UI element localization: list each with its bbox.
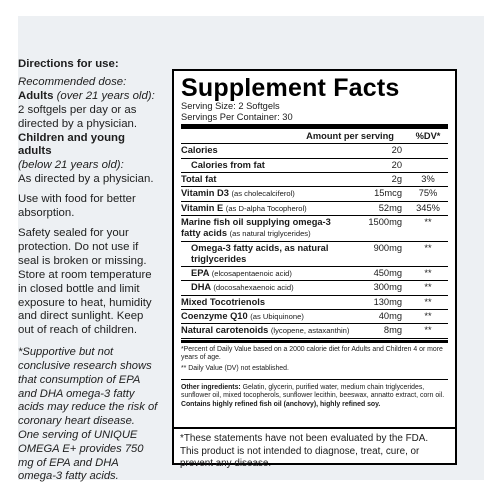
nutrient-amount: 130mg: [373, 296, 402, 307]
nutrient-source: (docosahexaenoic acid): [213, 283, 294, 293]
header-amount: Amount per serving: [306, 131, 394, 142]
adults-dose: 2 softgels per day or as directed by a physician.: [18, 103, 138, 130]
directions-column: [18, 58, 158, 484]
footnote-not-established: ** Daily Value (DV) not established.: [181, 365, 289, 373]
nutrient-name: Vitamin E (as D-alpha Tocopherol): [181, 202, 307, 213]
nutrient-amount: 450mg: [373, 268, 402, 279]
other-ingredients-text: Gelatin, glycerin, purified water, medium chain triglycerides, sunflower oil, mixed tocopherols, sunflower lecithin, beeswax, annatto extract, corn oil.: [181, 383, 445, 400]
nutrient-name: DHA (docosahexaenoic acid): [191, 282, 294, 293]
nutrient-name: Omega-3 fatty acids, as natural triglycerides: [191, 242, 329, 264]
nutrient-dv: **: [424, 216, 432, 227]
nutrient-dv: **: [424, 268, 432, 279]
nutrient-dv: 75%: [418, 188, 438, 199]
nutrient-dv: **: [424, 282, 432, 293]
supplement-facts-panel: [172, 69, 457, 435]
nutrient-dv: **: [424, 296, 432, 307]
nutrient-row: [181, 159, 448, 173]
nutrient-row: [181, 216, 448, 242]
nutrient-source: (as D-alpha Tocopherol): [225, 203, 307, 213]
facts-header-row: [181, 130, 448, 144]
nutrient-name: Natural carotenoids (lycopene, astaxanthin): [181, 325, 350, 336]
other-ingredients-label: Other ingredients:: [181, 383, 241, 391]
nutrient-amount: 900mg: [373, 242, 402, 253]
medium-divider: [181, 340, 448, 343]
nutrient-row: [181, 187, 448, 201]
nutrient-row: [181, 173, 448, 187]
facts-rows: [181, 144, 448, 338]
nutrient-amount: 2g: [391, 174, 402, 185]
nutrient-source: (lycopene, astaxanthin): [270, 326, 350, 336]
nutrient-source: (elcosapentaenoic acid): [211, 269, 292, 279]
nutrient-amount: 8mg: [383, 325, 402, 336]
nutrient-dv: 3%: [421, 174, 435, 185]
safety-instruction: Safety sealed for your protection. Do not use if seal is broken or missing. Store at room temperature in closed bottle and limit exposure to heat, humidity and direct sunlight. Keep out of reach of children.: [18, 226, 152, 337]
nutrient-source: (as Ubiquinone): [250, 312, 304, 322]
servings-per-container: Servings Per Container: 30: [181, 111, 293, 122]
nutrient-source: (as natural triglycerides): [229, 229, 311, 239]
nutrient-name: Total fat: [181, 174, 217, 185]
nutrient-row: [181, 202, 448, 216]
nutrient-name: Mixed Tocotrienols: [181, 296, 266, 307]
nutrient-dv: **: [424, 311, 432, 322]
fda-disclaimer-box: [172, 427, 457, 469]
nutrient-amount: 20: [391, 159, 402, 170]
nutrient-row: [181, 324, 448, 338]
food-instruction: Use with food for better absorption.: [18, 193, 136, 220]
health-claim-note: *Supportive but not conclusive research shows that consumption of EPA and DHA omega-3 fatty acids may reduce the risk of coronary heart disease. One serving of UNIQUE OMEGA E+ provides 750 mg of EPA and DHA omega-3 fatty acids.: [18, 346, 158, 483]
facts-title: Supplement Facts: [181, 74, 400, 102]
adults-line: [18, 90, 158, 104]
nutrient-name: Calories from fat: [191, 159, 265, 170]
header-dv: %DV*: [415, 131, 441, 142]
children-dose: As directed by a physician.: [18, 173, 154, 186]
nutrient-name: Vitamin D3 (as cholecalciferol): [181, 188, 295, 199]
children-label: Children and young adults: [18, 131, 125, 158]
nutrient-row: [181, 281, 448, 295]
serving-size: Serving Size: 2 Softgels: [181, 101, 280, 111]
nutrient-amount: 15mcg: [374, 188, 402, 199]
nutrient-dv: 345%: [416, 202, 440, 213]
nutrient-amount: 20: [391, 145, 402, 156]
nutrient-source: (as cholecalciferol): [231, 189, 295, 199]
nutrient-amount: 52mg: [378, 202, 402, 213]
nutrient-name: Marine fish oil supplying omega-3 fatty acids (as natural triglycerides): [181, 216, 331, 239]
recommended-dose-label: Recommended dose:: [18, 75, 127, 88]
nutrient-name: Coenzyme Q10 (as Ubiquinone): [181, 311, 304, 322]
children-age: (below 21 years old):: [18, 159, 124, 172]
nutrient-amount: 1500mg: [368, 216, 402, 227]
nutrient-dv: **: [424, 242, 432, 253]
nutrient-amount: 40mg: [378, 311, 402, 322]
footnote-dv: *Percent of Daily Value based on a 2000 calorie diet for Adults and Children 4 or more years of age.: [181, 345, 443, 362]
nutrient-name: Calories: [181, 145, 218, 156]
nutrient-row: [181, 144, 448, 158]
directions-heading: Directions for use:: [18, 58, 119, 70]
nutrient-row: [181, 267, 448, 281]
adults-label: Adults: [18, 89, 54, 102]
allergen-statement: Contains highly refined fish oil (anchovy), highly refined soy.: [181, 400, 381, 408]
other-ingredients: [181, 379, 448, 409]
nutrient-dv: **: [424, 325, 432, 336]
nutrient-name: EPA (elcosapentaenoic acid): [191, 268, 292, 279]
fda-disclaimer-text: *These statements have not been evaluated by the FDA. This product is not intended to diagnose, treat, cure, or prevent any disease.: [180, 433, 429, 469]
thick-divider: [181, 124, 448, 129]
nutrient-amount: 300mg: [373, 282, 402, 293]
nutrient-row: [181, 310, 448, 324]
adults-age: (over 21 years old):: [56, 89, 155, 102]
nutrient-row: [181, 242, 448, 268]
nutrient-row: [181, 296, 448, 310]
